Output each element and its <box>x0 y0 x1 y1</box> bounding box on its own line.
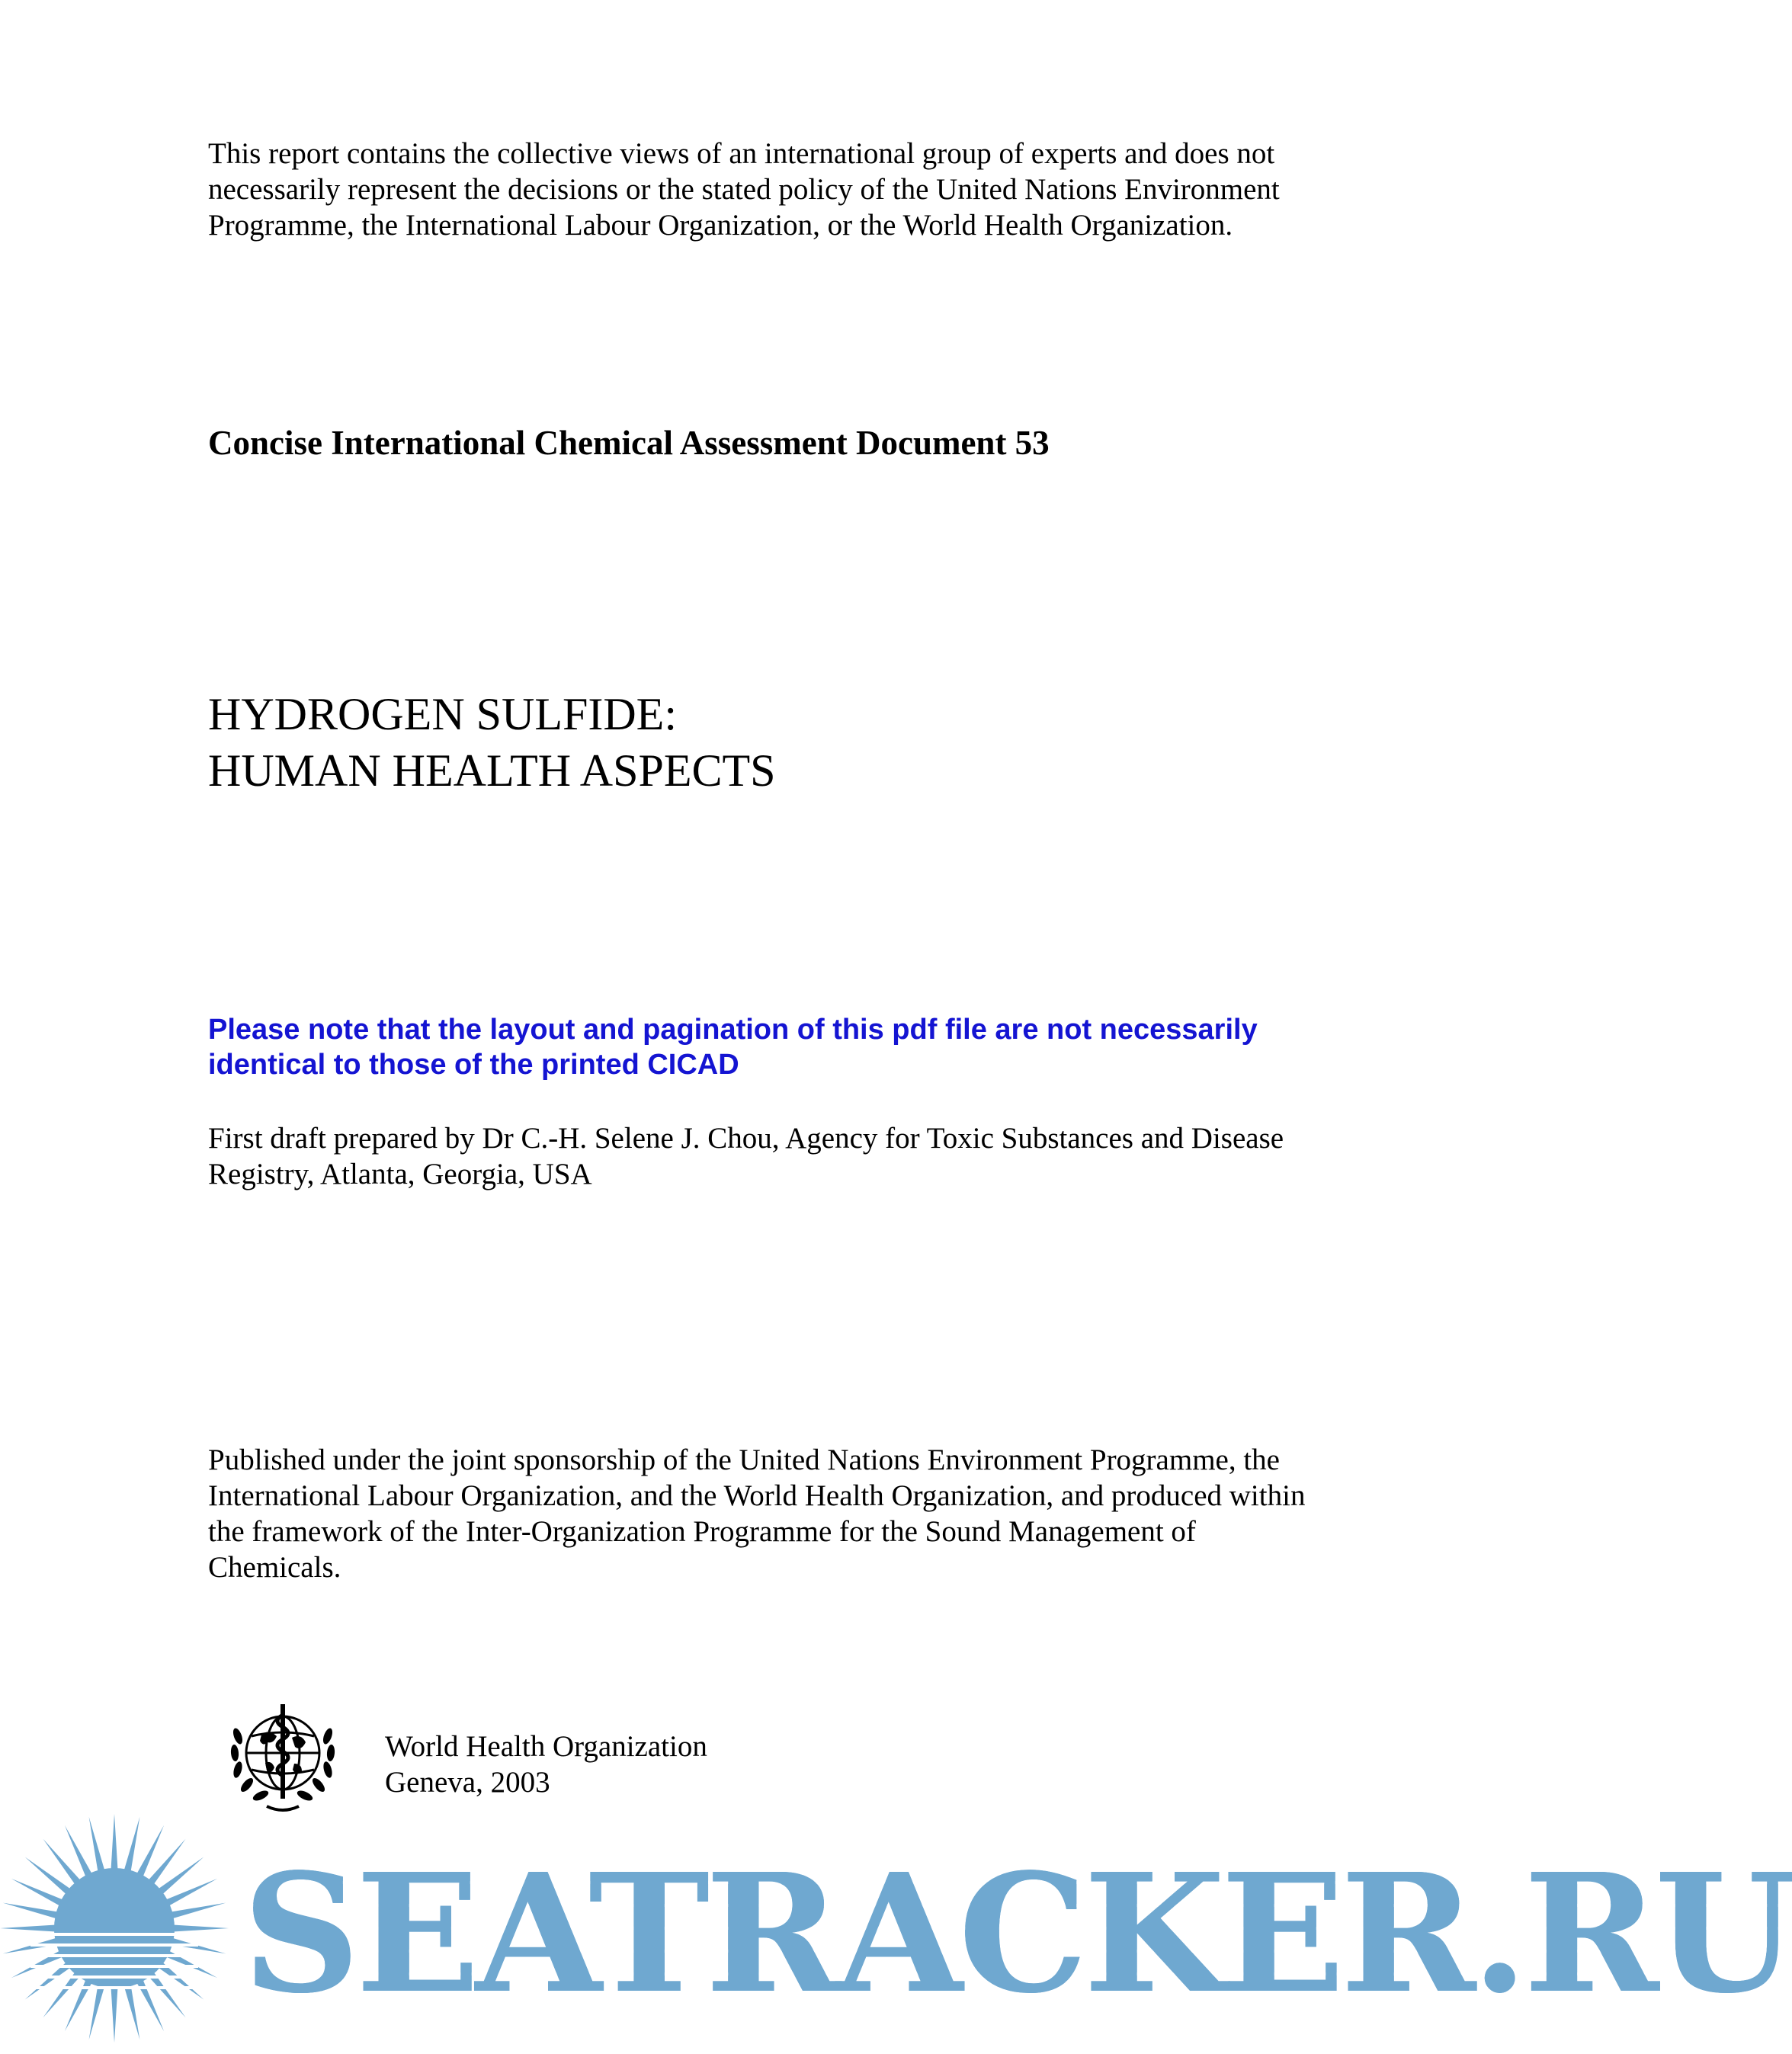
sun-ray <box>169 1903 226 1919</box>
sun-stripe <box>30 1965 198 1968</box>
sun-stripe <box>30 1975 198 1979</box>
sun-ray <box>123 1817 139 1873</box>
layout-note <box>208 1012 1397 1082</box>
publisher-name: World Health Organization <box>385 1730 707 1763</box>
who-emblem-icon <box>220 1698 346 1820</box>
note-line-2: identical to those of the printed CICAD <box>208 1049 739 1081</box>
sun-ray <box>123 1983 139 2040</box>
disclaimer-line: necessarily represent the decisions or the stated policy of the United Nations Environment <box>208 173 1280 206</box>
watermark-text <box>242 1838 1792 2030</box>
note-line-1: Please note that the layout and pagination of this pdf file are not necessarily <box>208 1014 1258 1046</box>
sponsorship-line: the framework of the Inter-Organization Programme for the Sound Management of <box>208 1515 1196 1548</box>
publisher-place-year: Geneva, 2003 <box>385 1766 550 1799</box>
draft-line: Registry, Atlanta, Georgia, USA <box>208 1158 592 1190</box>
title-line-2: HUMAN HEALTH ASPECTS <box>208 745 776 796</box>
disclaimer-line: This report contains the collective views of an international group of experts and does not <box>208 137 1275 170</box>
sun-ray <box>89 1983 105 2040</box>
draft-line: First draft prepared by Dr C.-H. Selene J. Chou, Agency for Toxic Substances and Disease <box>208 1122 1284 1155</box>
publisher-block <box>385 1729 707 1800</box>
sun-ray <box>3 1903 59 1919</box>
disclaimer-line: Programme, the International Labour Organization, or the World Health Organization. <box>208 209 1233 242</box>
sponsorship-line: Chemicals. <box>208 1551 341 1584</box>
sun-ray <box>172 1924 229 1931</box>
sun-stripe <box>30 1986 198 1989</box>
sponsorship-paragraph <box>208 1442 1412 1585</box>
document-title <box>208 686 776 799</box>
draft-author-paragraph <box>208 1120 1397 1192</box>
sun-ray <box>111 1814 117 1871</box>
sun-ray <box>111 1985 117 2043</box>
title-line-1: HYDROGEN SULFIDE: <box>208 689 677 739</box>
document-id-heading: Concise International Chemical Assessment Document 53 <box>208 424 1050 462</box>
sun-stripe <box>30 1933 198 1936</box>
disclaimer-paragraph <box>208 136 1397 243</box>
sun-stripe <box>30 1943 198 1947</box>
sponsorship-line: Published under the joint sponsorship of the United Nations Environment Programme, the <box>208 1444 1280 1476</box>
sun-ray <box>89 1817 105 1873</box>
sun-ray <box>0 1924 57 1931</box>
sun-disc <box>54 1868 175 1988</box>
sponsorship-line: International Labour Organization, and the World Health Organization, and produced within <box>208 1479 1306 1512</box>
watermark-label: SEATRACKER.RU <box>242 1838 1792 2030</box>
sun-stripe <box>30 1954 198 1957</box>
